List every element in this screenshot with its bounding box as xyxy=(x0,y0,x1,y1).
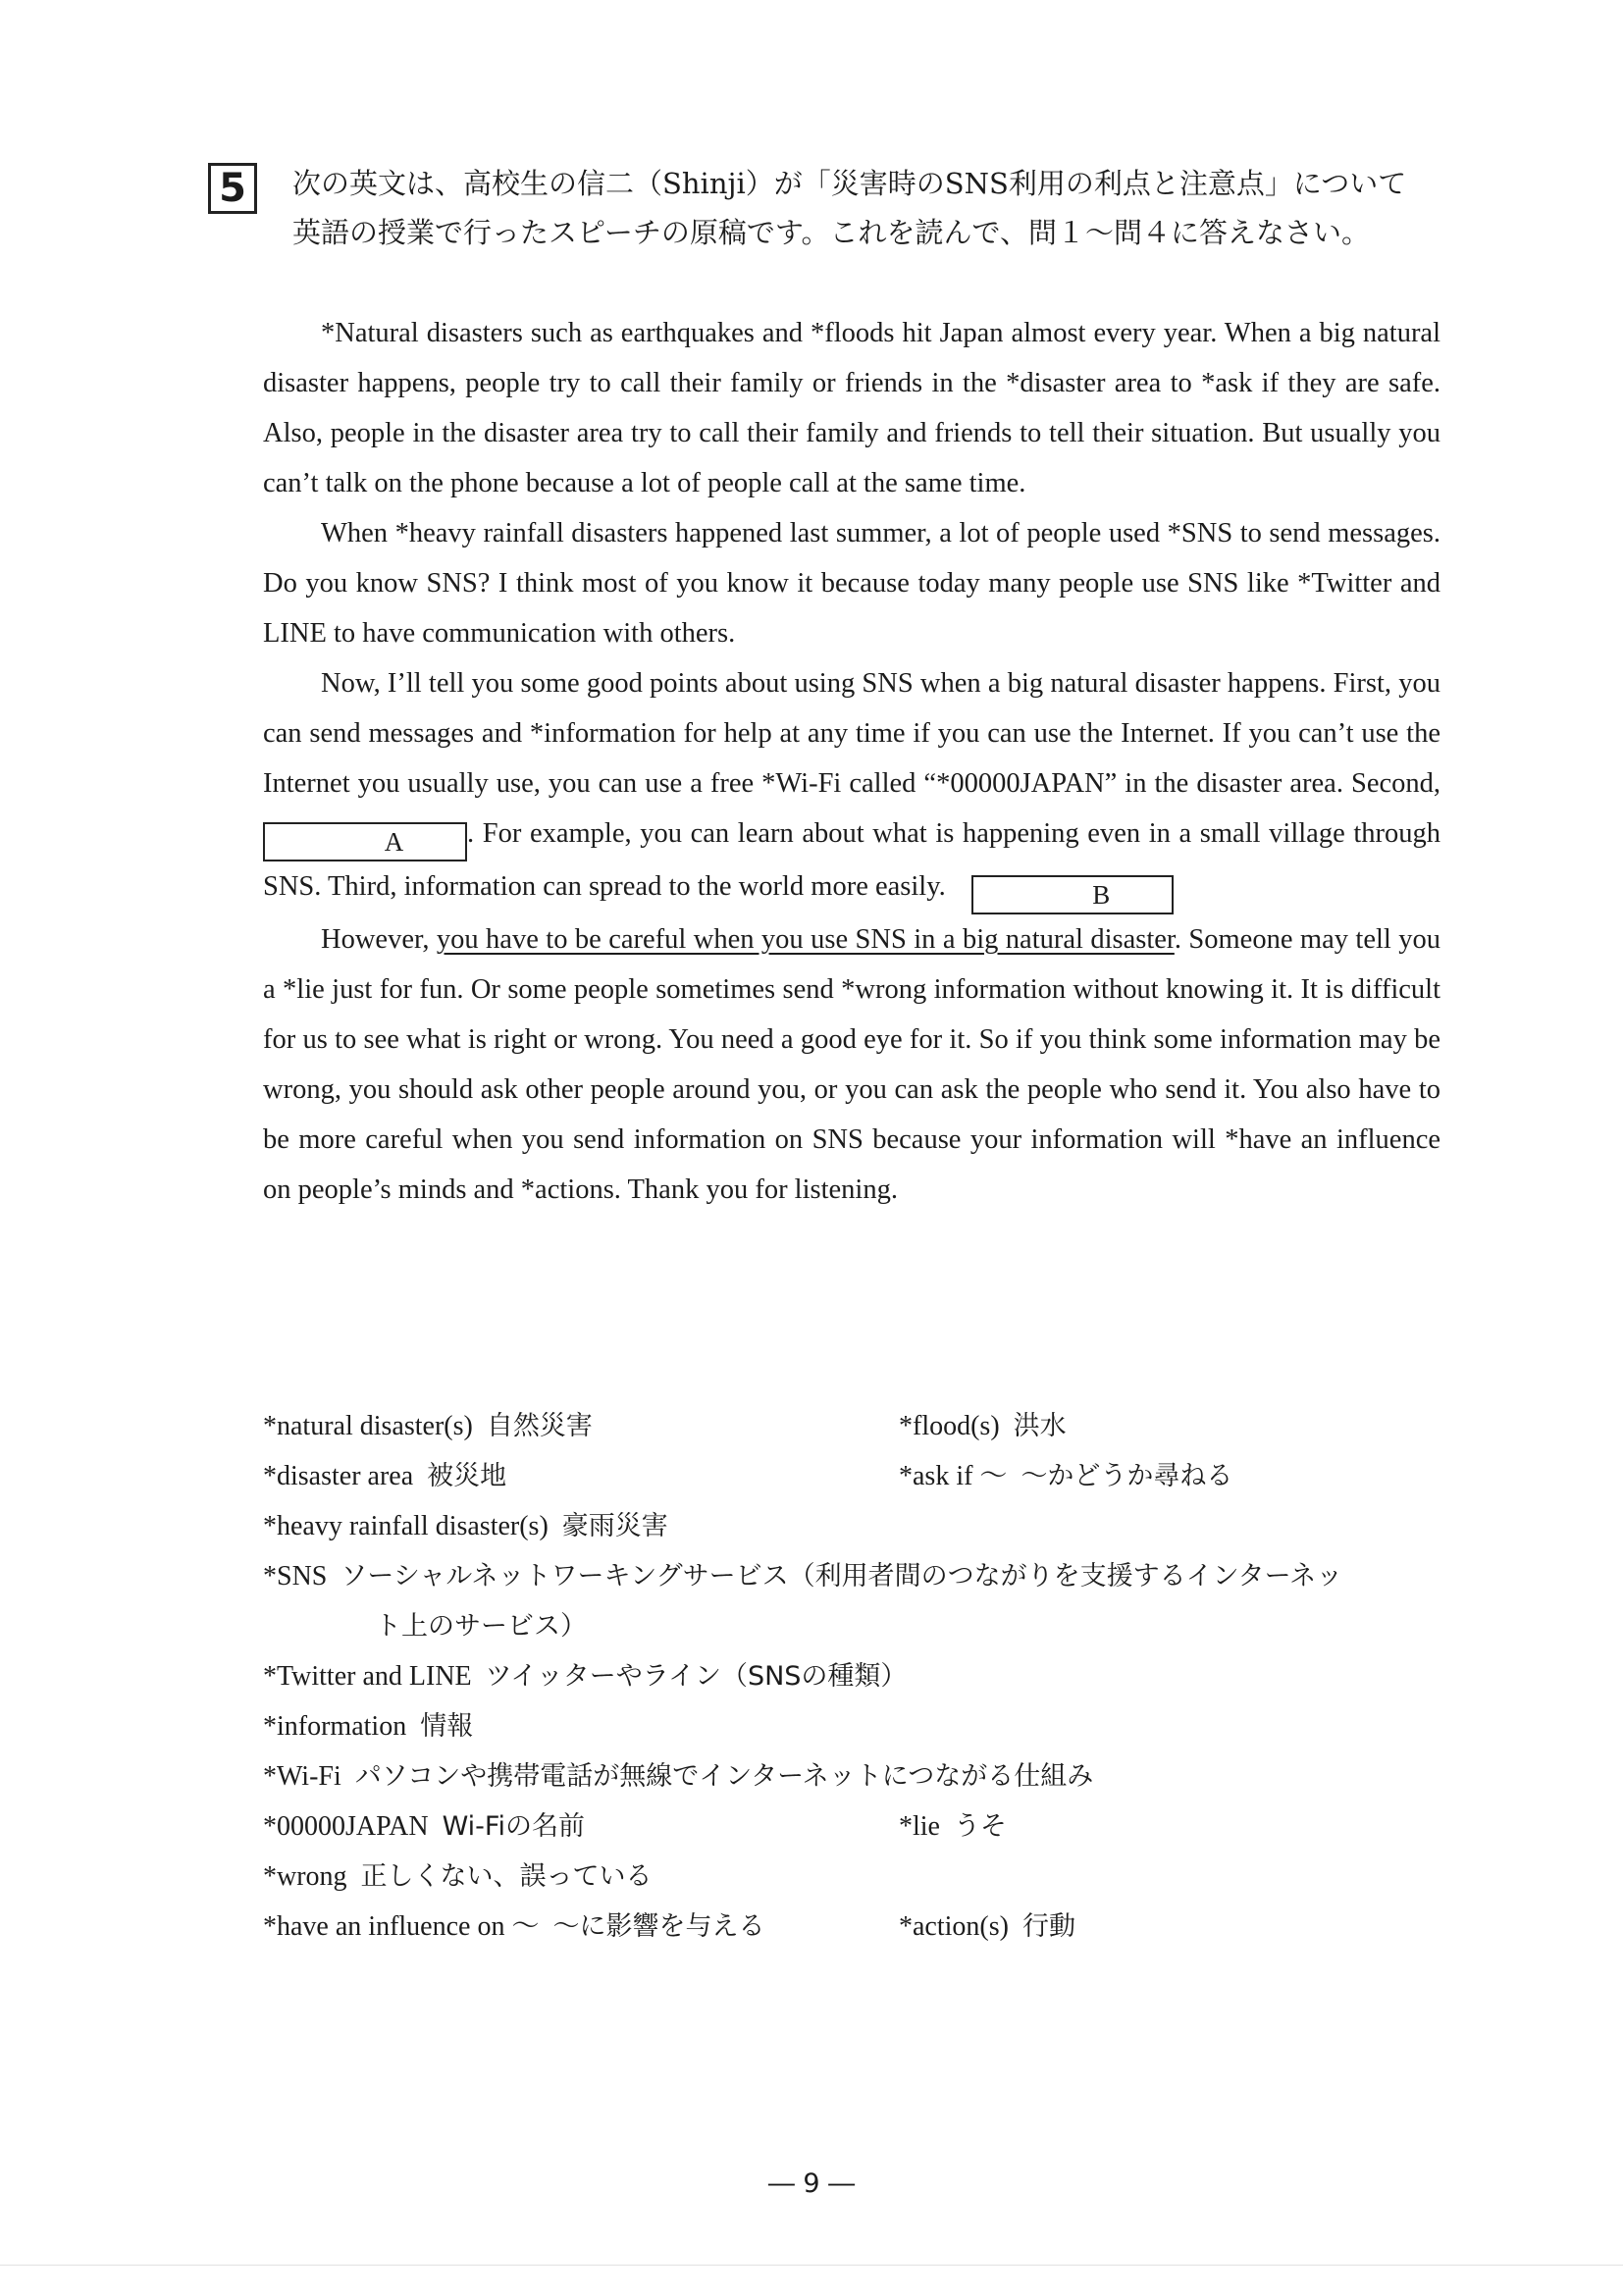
glossary-term: *heavy rainfall disaster(s) xyxy=(263,1511,549,1541)
glossary-term: *00000JAPAN xyxy=(263,1811,429,1842)
glossary-meaning: 豪雨災害 xyxy=(561,1511,668,1541)
glossary-meaning: ツイッターやライン（SNSの種類） xyxy=(485,1661,908,1692)
paragraph-4-start: However, xyxy=(321,924,430,955)
glossary-meaning: うそ xyxy=(954,1811,1007,1842)
vocabulary-notes xyxy=(263,1401,1450,1952)
glossary-term: *natural disaster(s) xyxy=(263,1411,473,1441)
glossary-item xyxy=(263,1902,899,1952)
glossary-term: *information xyxy=(263,1711,407,1742)
glossary-meaning: ソーシャルネットワーキングサービス（利用者間のつながりを支援するインターネッ xyxy=(340,1561,1343,1592)
glossary-meaning: 正しくない、誤っている xyxy=(360,1861,653,1892)
glossary-row xyxy=(263,1852,1450,1902)
glossary-term: *Wi-Fi xyxy=(263,1761,341,1792)
glossary-row xyxy=(263,1501,1450,1551)
glossary-meaning: Wi-Fiの名前 xyxy=(442,1811,585,1842)
glossary-term: *Twitter and LINE xyxy=(263,1661,472,1692)
glossary-row xyxy=(263,1401,1450,1451)
glossary-item xyxy=(263,1651,907,1701)
glossary-item xyxy=(263,1751,1093,1801)
glossary-term: *ask if ～ xyxy=(899,1461,1008,1491)
glossary-row xyxy=(263,1551,1450,1651)
underlined-phrase: you have to be careful when you use SNS in a big natural disaster xyxy=(436,924,1175,955)
glossary-item xyxy=(899,1902,1075,1952)
glossary-term: *SNS xyxy=(263,1561,328,1592)
glossary-item xyxy=(263,1451,899,1501)
question-intro-line-1: 次の英文は、高校生の信二（Shinji）が「災害時のSNS利用の利点と注意点」について xyxy=(292,167,1407,200)
speech-passage xyxy=(263,308,1440,1215)
blank-a: A xyxy=(263,822,467,861)
paragraph-3-after-blank: . For example, you can learn about what is happening even in a small village through SNS. Third, information can spread to the world more easily. xyxy=(263,818,1440,902)
glossary-meaning-continued: ト上のサービス） xyxy=(375,1611,587,1642)
glossary-term: *wrong xyxy=(263,1861,347,1892)
glossary-row xyxy=(263,1801,1450,1852)
glossary-row xyxy=(263,1701,1450,1751)
glossary-meaning: 被災地 xyxy=(427,1461,507,1491)
glossary-term: *lie xyxy=(899,1811,940,1842)
page-bottom-edge xyxy=(0,2265,1623,2266)
glossary-meaning: 自然災害 xyxy=(486,1411,593,1441)
paragraph-3 xyxy=(263,658,1440,914)
question-number-box: 5 xyxy=(208,163,257,214)
paragraph-2: When *heavy rainfall disasters happened last summer, a lot of people used *SNS to send messages. Do you know SNS? I think most of you know it because today many people use SNS like *Twitter and LINE to have communication with others. xyxy=(263,518,1440,649)
glossary-term: *action(s) xyxy=(899,1911,1009,1942)
page-number: ― 9 ― xyxy=(767,2168,856,2199)
glossary-row xyxy=(263,1902,1450,1952)
glossary-term: *have an influence on ～ xyxy=(263,1911,540,1942)
glossary-item xyxy=(263,1401,899,1451)
glossary-meaning: ～かどうか尋ねる xyxy=(1021,1461,1233,1491)
glossary-item xyxy=(263,1551,1342,1651)
glossary-term: *flood(s) xyxy=(899,1411,1000,1441)
glossary-item xyxy=(263,1501,668,1551)
glossary-item xyxy=(263,1701,473,1751)
glossary-meaning: 行動 xyxy=(1021,1911,1075,1942)
glossary-item xyxy=(263,1801,899,1852)
blank-b: B xyxy=(971,875,1174,914)
glossary-row xyxy=(263,1751,1450,1801)
glossary-item xyxy=(899,1801,1007,1852)
paragraph-3-before-blank: Now, I’ll tell you some good points about using SNS when a big natural disaster happens. First, you can send messages and *information for help at any time if you can use the Internet. If you can’t use the Internet you usually use, you can use a free *Wi-Fi called “*00000JAPAN” in the disaster area. Second, xyxy=(263,668,1440,799)
paragraph-1: *Natural disasters such as earthquakes and *floods hit Japan almost every year. When a big natural disaster happens, people try to call their family or friends in the *disaster area to *ask if they are safe. Also, people in the disaster area try to call their family and friends to tell their situation. But usually you can’t talk on the phone because a lot of people call at the same time. xyxy=(263,318,1440,498)
glossary-term: *disaster area xyxy=(263,1461,414,1491)
glossary-meaning: 洪水 xyxy=(1013,1411,1067,1441)
question-intro-line-2: 英語の授業で行ったスピーチの原稿です。これを読んで、問１～問４に答えなさい。 xyxy=(292,216,1370,249)
glossary-item xyxy=(263,1852,653,1902)
glossary-item xyxy=(899,1451,1232,1501)
glossary-item xyxy=(899,1401,1067,1451)
glossary-meaning: 情報 xyxy=(420,1711,474,1742)
paragraph-4-rest: . Someone may tell you a *lie just for fun. Or some people sometimes send *wrong information without knowing it. It is difficult for us to see what is right or wrong. You need a good eye for it. So if you think some information may be wrong, you should ask other people around you, or you can ask the people who send it. You also have to be more careful when you send information on SNS because your information will *have an influence on people’s minds and *actions. Thank you for listening. xyxy=(263,924,1440,1205)
glossary-row xyxy=(263,1651,1450,1701)
paragraph-4 xyxy=(263,914,1440,1215)
glossary-meaning: パソコンや携帯電話が無線でインターネットにつながる仕組み xyxy=(354,1761,1094,1792)
glossary-meaning: ～に影響を与える xyxy=(552,1911,765,1942)
glossary-row xyxy=(263,1451,1450,1501)
